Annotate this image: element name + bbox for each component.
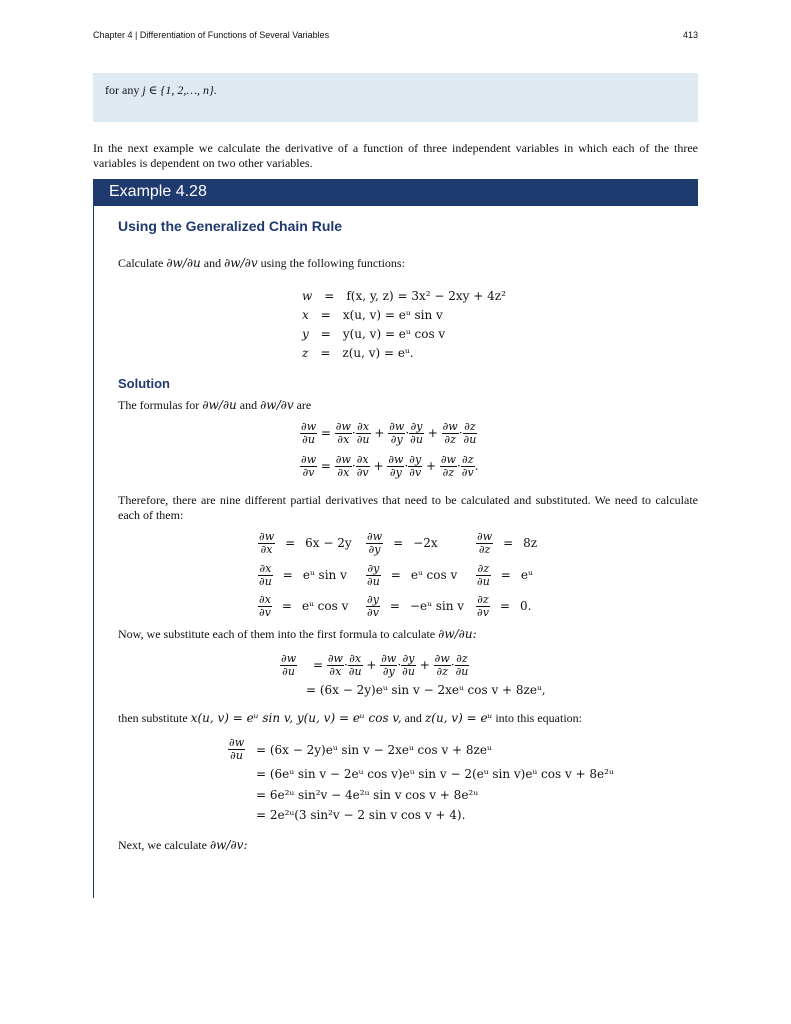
- partial-den: ∂u: [477, 575, 490, 588]
- then-expr-2: z(u, v) = eᵘ: [424, 711, 493, 725]
- then-and: and: [404, 711, 422, 725]
- def-lhs: x: [302, 308, 309, 322]
- partial-den: ∂v: [259, 606, 271, 619]
- partial-num: ∂y: [367, 562, 380, 575]
- chain-rule-dv: $\frac{\partial w}{\partial v}$ = $\frac{\partial w}{\partial x}$ · $\frac{\partial x}{\partial v}$ + $\frac{\partial w}{\partial y}$ · $\frac{\partial y}{\partial v}$ + $\frac{\partial w}{\partial z}$ · $\frac{\partial z}{\partial v}$ .: [301, 453, 479, 479]
- partial-num: ∂z: [477, 562, 490, 575]
- example-title: Example 4.28: [109, 183, 207, 200]
- formulas-tail: are: [296, 398, 312, 412]
- partial-num: ∂x: [259, 562, 272, 575]
- def-row: x = x(u, v) = eᵘ sin v: [302, 308, 443, 322]
- partial-num: ∂w: [477, 530, 493, 543]
- calculate-expr-2: ∂w/∂v: [224, 256, 258, 270]
- partial-num: ∂x: [259, 593, 271, 606]
- chain-rule-du-repeat: $\frac{\partial w}{\partial u}$ = $\frac{\partial w}{\partial x}$ · $\frac{\partial x}{\partial u}$ + $\frac{\partial w}{\partial y}$ · $\frac{\partial y}{\partial u}$ + $\frac{\partial w}{\partial z}$ · $\frac{\partial z}{\partial u}$: [281, 652, 469, 678]
- partial-item: $\frac{\partial z}{\partial u}$ = eᵘ: [477, 562, 533, 588]
- calculate-lead: Calculate: [118, 256, 164, 270]
- then-expr: x(u, v) = eᵘ sin v, y(u, v) = eᵘ cos v,: [190, 711, 402, 725]
- calculate-and: and: [203, 256, 222, 270]
- formulas-and: and: [239, 398, 258, 412]
- now-line: [118, 627, 698, 642]
- def-rhs: x(u, v) = eᵘ sin v: [342, 308, 443, 322]
- formulas-lead: The formulas for: [118, 398, 200, 412]
- partial-value: eᵘ sin v: [302, 568, 347, 582]
- final-line: = (6x − 2y)eᵘ sin v − 2xeᵘ cos v + 8zeᵘ: [256, 743, 492, 757]
- partial-den: ∂v: [367, 606, 379, 619]
- partial-den: ∂z: [478, 543, 491, 556]
- calculate-tail: using the following functions:: [260, 256, 405, 270]
- partial-num: ∂w: [367, 530, 383, 543]
- final-line: = 6e²ᵘ sin²v − 4e²ᵘ sin v cos v + 8e²ᵘ: [256, 788, 479, 802]
- partial-den: ∂u: [259, 575, 272, 588]
- next-lead: Next, we calculate: [118, 838, 207, 852]
- partial-item: $\frac{\partial y}{\partial v}$ = −eᵘ sin v: [367, 593, 465, 619]
- note-box: [93, 73, 698, 122]
- formulas-line: [118, 398, 698, 413]
- partial-item: $\frac{\partial w}{\partial x}$ = 6x − 2y: [259, 530, 352, 556]
- then-substitute-line: [118, 711, 698, 726]
- def-row: y = y(u, v) = eᵘ cos v: [302, 327, 446, 341]
- partial-num: ∂z: [477, 593, 489, 606]
- def-row: z = z(u, v) = eᵘ.: [302, 346, 414, 360]
- def-rhs: y(u, v) = eᵘ cos v: [342, 327, 446, 341]
- partial-den: ∂v: [477, 606, 489, 619]
- partial-den: ∂x: [260, 543, 273, 556]
- note-set: j ∈ {1, 2,…, n}.: [142, 83, 217, 97]
- final-derivation-lhs: $\frac{\partial w}{\partial u}$: [229, 736, 245, 762]
- example-header: [93, 179, 698, 206]
- final-line: = (6eᵘ sin v − 2eᵘ cos v)eᵘ sin v − 2(eᵘ sin v)eᵘ cos v + 8e²ᵘ: [256, 767, 614, 781]
- formulas-expr-1: ∂w/∂u: [202, 398, 237, 412]
- calculate-expr-1: ∂w/∂u: [166, 256, 201, 270]
- partial-num: ∂w: [259, 530, 275, 543]
- partial-item: $\frac{\partial x}{\partial v}$ = eᵘ cos v: [259, 593, 349, 619]
- note-prefix: for any: [105, 83, 140, 97]
- partial-value: eᵘ cos v: [301, 599, 349, 613]
- now-lead: Now, we substitute each of them into the first formula to calculate: [118, 627, 436, 641]
- calculate-line: [118, 256, 698, 271]
- partial-value: −eᵘ sin v: [409, 599, 465, 613]
- def-rhs: f(x, y, z) = 3x² − 2xy + 4z²: [346, 289, 506, 303]
- chapter-header: Chapter 4 | Differentiation of Functions of Several Variables: [93, 30, 330, 40]
- page-number: 413: [682, 30, 698, 40]
- partial-value: eᵘ: [520, 568, 533, 582]
- partial-item: $\frac{\partial z}{\partial v}$ = 0.: [477, 593, 532, 619]
- note-text: [105, 83, 217, 98]
- solution-heading: Solution: [118, 376, 170, 391]
- then-tail: into this equation:: [495, 711, 583, 725]
- partial-den: ∂y: [368, 543, 381, 556]
- partial-den: ∂u: [367, 575, 380, 588]
- example-subtitle: Using the Generalized Chain Rule: [118, 218, 343, 234]
- partial-value: 8z: [523, 536, 538, 550]
- def-lhs: w: [302, 289, 313, 303]
- partial-value: −2x: [413, 536, 438, 550]
- then-lead: then substitute: [118, 711, 188, 725]
- partial-item: $\frac{\partial y}{\partial u}$ = eᵘ cos v: [367, 562, 458, 588]
- substitution-line: = (6x − 2y)eᵘ sin v − 2xeᵘ cos v + 8zeᵘ,: [306, 683, 546, 697]
- next-expr: ∂w/∂v:: [209, 838, 248, 852]
- now-expr: ∂w/∂u:: [438, 627, 477, 641]
- intro-paragraph: In the next example we calculate the derivative of a function of three independent variables in which each of the three variables is dependent on two other variables.: [93, 141, 698, 170]
- partial-value: 0.: [519, 599, 532, 613]
- example-side-rule: [93, 206, 94, 898]
- def-row: w = f(x, y, z) = 3x² − 2xy + 4z²: [302, 289, 506, 303]
- final-line: = 2e²ᵘ(3 sin²v − 2 sin v cos v + 4).: [256, 808, 466, 822]
- formulas-expr-2: ∂w/∂v: [260, 398, 294, 412]
- nine-derivatives-text: Therefore, there are nine different partial derivatives that need to be calculated and substituted. We need to calculate each of them:: [118, 493, 698, 522]
- def-lhs: y: [302, 327, 309, 341]
- partial-item: $\frac{\partial w}{\partial z}$ = 8z: [477, 530, 538, 556]
- partial-num: ∂y: [367, 593, 379, 606]
- partial-value: 6x − 2y: [305, 536, 352, 550]
- chain-rule-du: $\frac{\partial w}{\partial u}$ = $\frac{\partial w}{\partial x}$ · $\frac{\partial x}{\partial u}$ + $\frac{\partial w}{\partial y}$ · $\frac{\partial y}{\partial u}$ + $\frac{\partial w}{\partial z}$ · $\frac{\partial z}{\partial u}$: [301, 420, 477, 446]
- next-line: [118, 838, 698, 853]
- partial-value: eᵘ cos v: [410, 568, 458, 582]
- def-lhs: z: [302, 346, 309, 360]
- partial-item: $\frac{\partial x}{\partial u}$ = eᵘ sin v: [259, 562, 347, 588]
- partial-item: $\frac{\partial w}{\partial y}$ = −2x: [367, 530, 438, 556]
- def-rhs: z(u, v) = eᵘ.: [342, 346, 414, 360]
